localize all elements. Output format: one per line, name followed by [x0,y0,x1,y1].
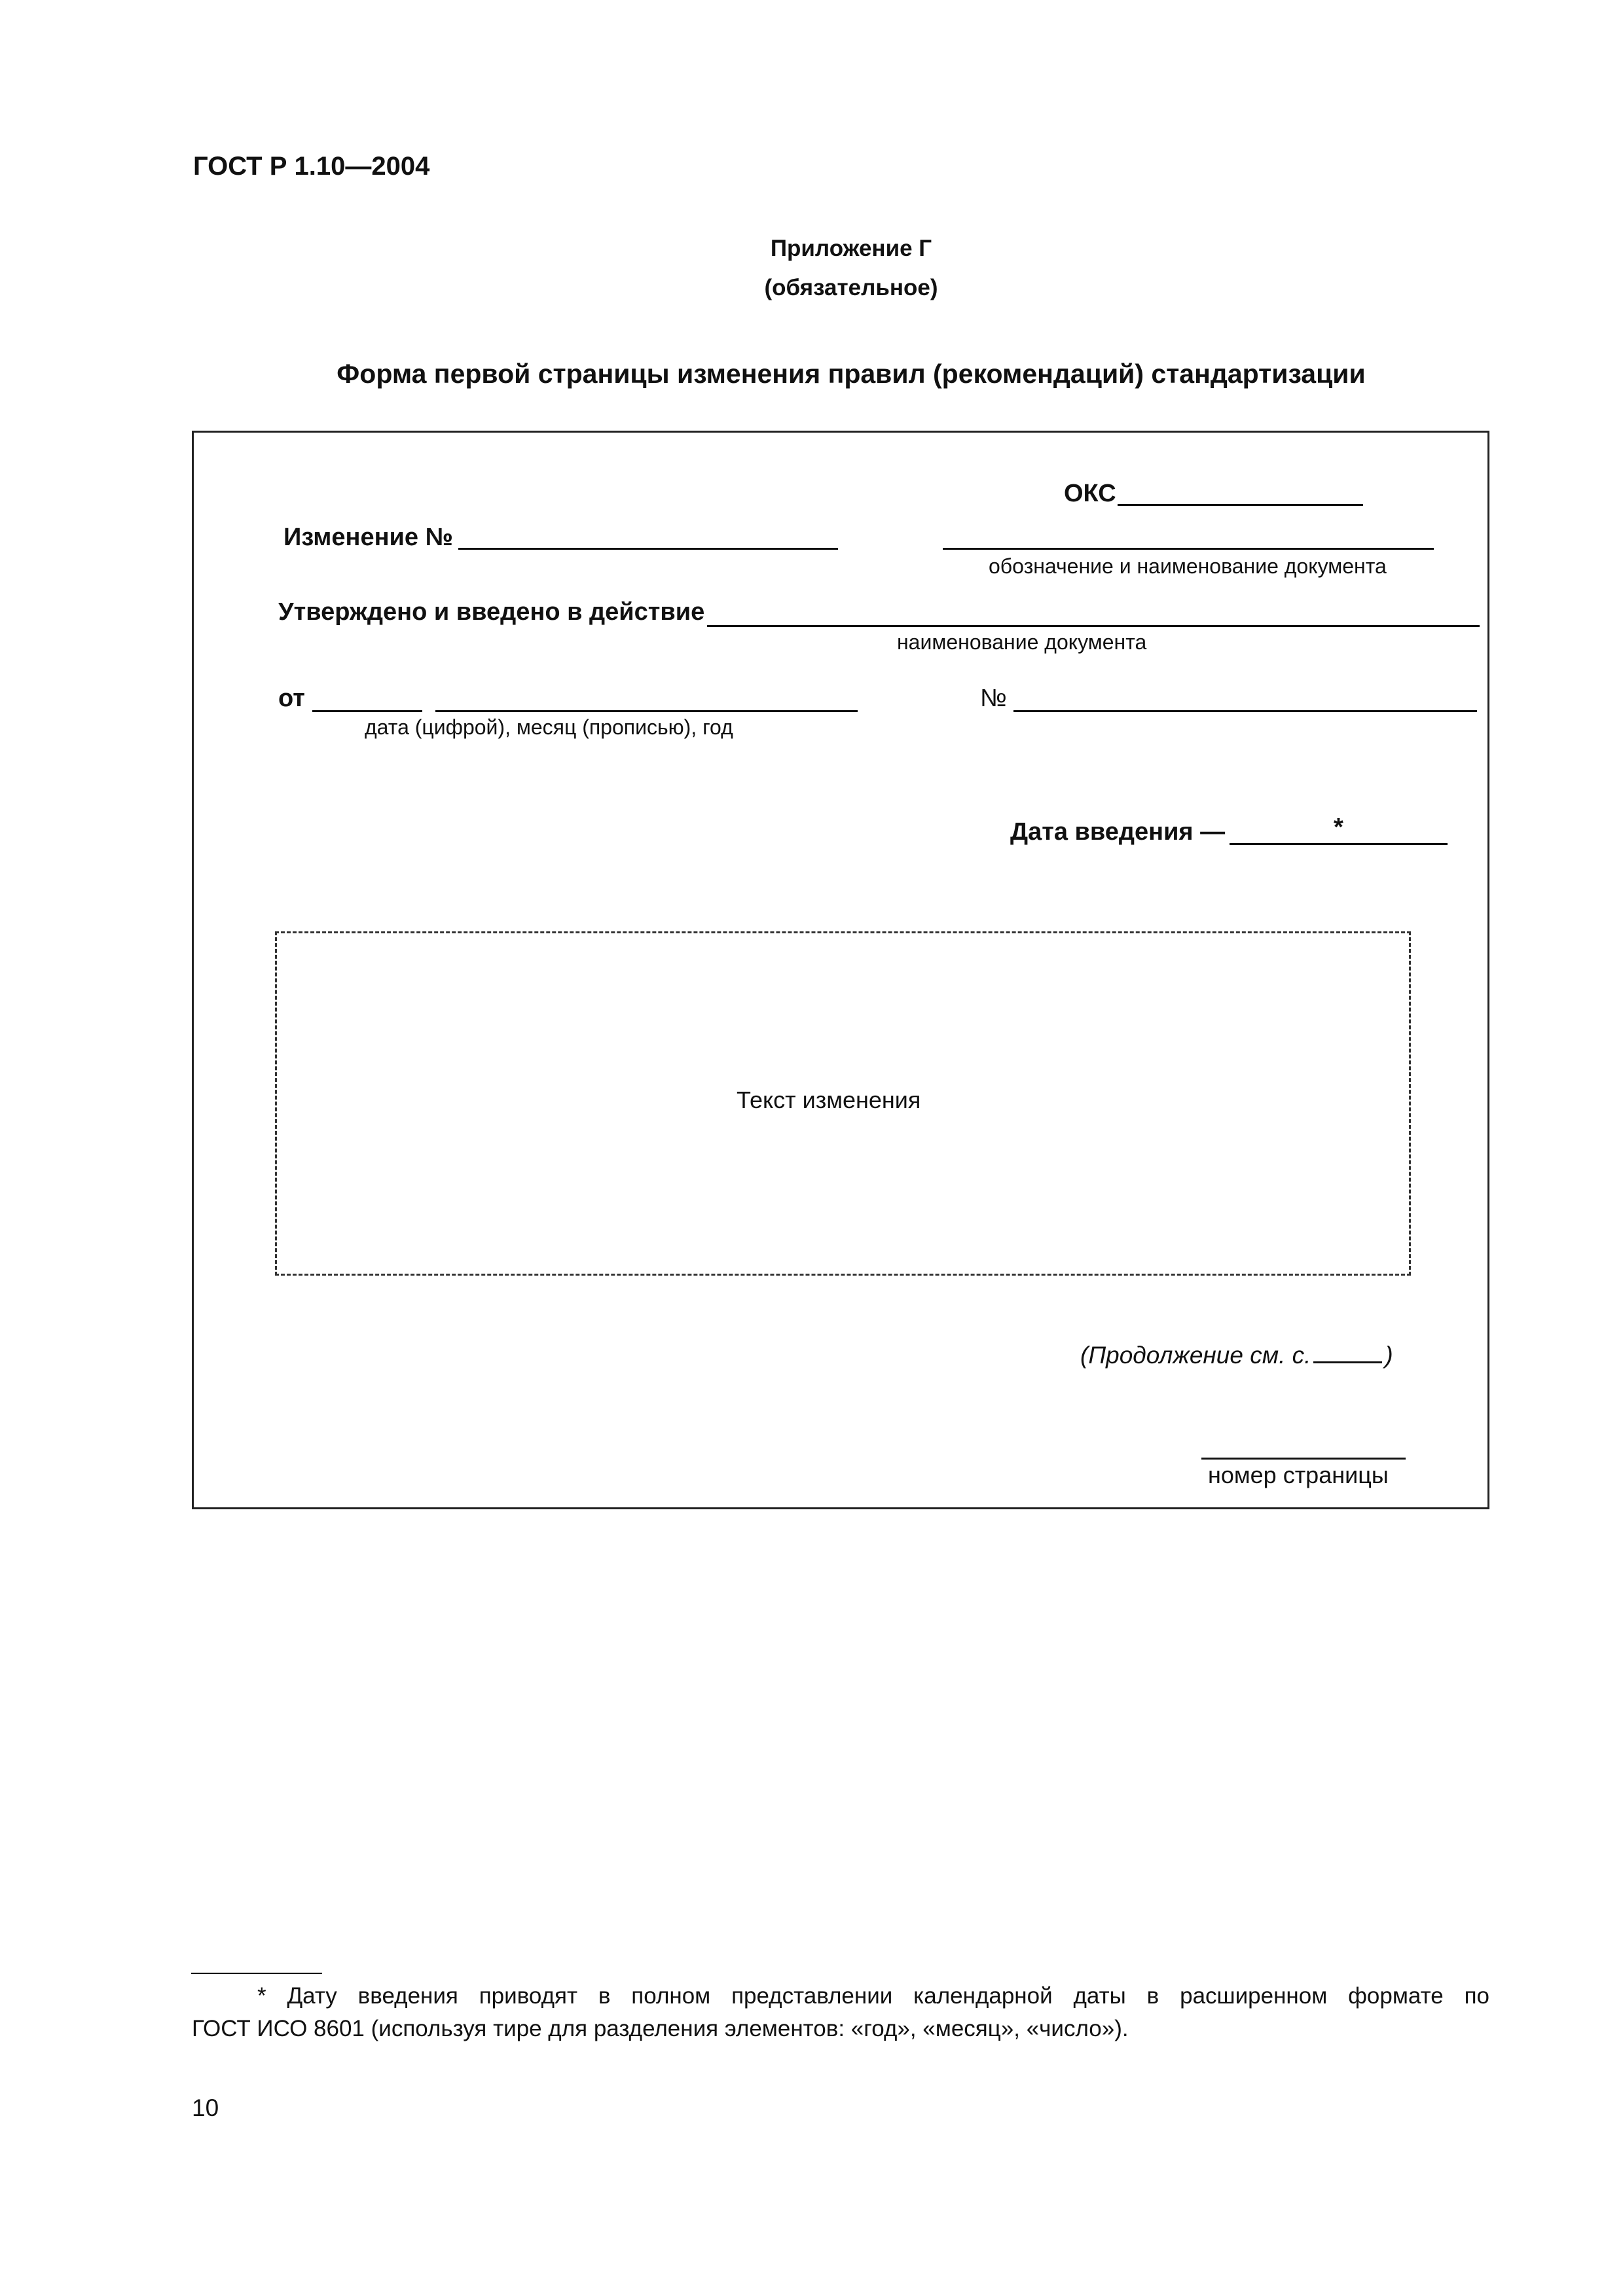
from-label: от [278,685,305,712]
standard-code: ГОСТ Р 1.10—2004 [193,152,430,181]
change-text-placeholder: Текст изменения [737,1086,921,1113]
footnote-line-1: * Дату введения приводят в полном представлении календарной даты в расширенном формате по [257,1983,1489,2009]
footnote-rule [191,1973,322,1974]
change-number-label: Изменение № [283,524,453,551]
day-field[interactable] [312,710,422,712]
effective-date-field[interactable] [1230,843,1448,845]
document-name-caption: наименование документа [897,630,1147,654]
date-caption: дата (цифрой), месяц (прописью), год [365,715,733,739]
footnote [192,1980,1489,2045]
form-title: Форма первой страницы изменения правил (рекомендаций) стандартизации [337,359,1366,389]
document-designation-field[interactable] [943,548,1434,550]
page-number-caption: номер страницы [1208,1462,1389,1488]
oks-field[interactable] [1118,504,1363,506]
page-number: 10 [192,2094,219,2121]
continuation-prefix: (Продолжение см. с. [1080,1342,1311,1369]
appendix-heading [0,229,1623,308]
document-designation-caption: обозначение и наименование документа [989,554,1387,578]
number-label: № [980,685,1007,712]
change-number-field[interactable] [458,548,838,550]
effective-date-label: Дата введения — [1010,818,1226,846]
effective-date-mark: * [1334,814,1343,841]
footnote-line-2: ГОСТ ИСО 8601 (используя тире для разделения элементов: «год», «месяц», «число»). [192,2016,1129,2041]
continuation-suffix: ) [1385,1342,1393,1369]
continuation-note [1080,1342,1393,1369]
number-field[interactable] [1013,710,1477,712]
approved-document-field[interactable] [707,625,1480,627]
appendix-title: Приложение Г [770,236,932,261]
page-number-field[interactable] [1201,1458,1406,1460]
approved-label: Утверждено и введено в действие [278,598,705,626]
appendix-status: (обязательное) [764,275,938,300]
continuation-page-field[interactable] [1313,1342,1382,1363]
month-year-field[interactable] [435,710,858,712]
oks-label: ОКС [1064,480,1116,507]
